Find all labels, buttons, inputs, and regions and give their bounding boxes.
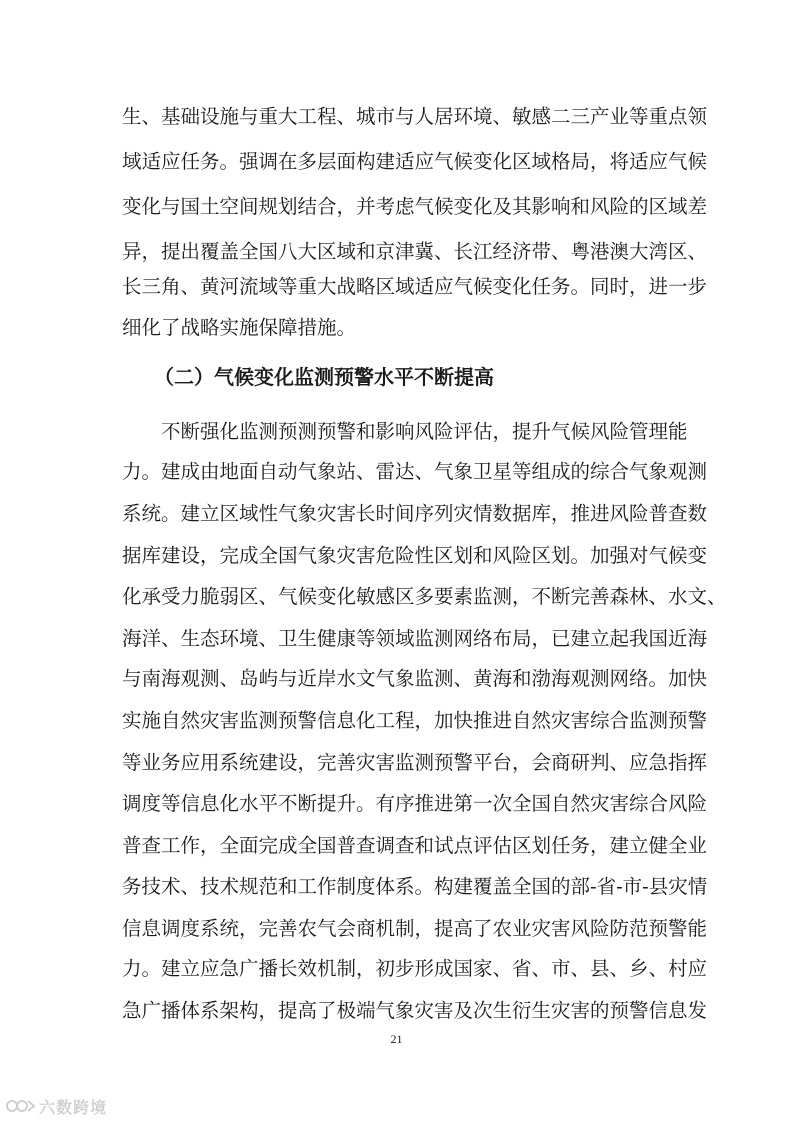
text-line: 细化了战略实施保障措施。 xyxy=(122,316,357,339)
text-line: 系统。建立区域性气象灾害长时间序列灾情数据库，推进风险普查数 xyxy=(122,502,708,525)
text-line: 域适应任务。强调在多层面构建适应气候变化区域格局，将适应气候 xyxy=(122,150,708,173)
text-line: 等业务应用系统建设，完善灾害监测预警平台，会商研判、应急指挥 xyxy=(122,751,708,774)
text-line: 实施自然灾害监测预警信息化工程，加快推进自然灾害综合监测预警 xyxy=(122,709,708,732)
text-line: 与南海观测、岛屿与近岸水文气象监测、黄海和渤海观测网络。加快 xyxy=(122,667,708,690)
text-line: 长三角、黄河流域等重大战略区域适应气候变化任务。同时，进一步 xyxy=(122,275,708,298)
text-line: 力。建立应急广播长效机制，初步形成国家、省、市、县、乡、村应 xyxy=(122,957,708,980)
text-line: 化承受力脆弱区、气候变化敏感区多要素监测，不断完善森林、水文、 xyxy=(122,585,727,608)
text-line: 不断强化监测预测预警和影响风险评估，提升气候风险管理能 xyxy=(161,420,688,443)
text-line: 调度等信息化水平不断提升。有序推进第一次全国自然灾害综合风险 xyxy=(122,792,708,815)
text-line: 普查工作，全面完成全国普查调查和试点评估区划任务，建立健全业 xyxy=(122,834,708,857)
text-line: 力。建成由地面自动气象站、雷达、气象卫星等组成的综合气象观测 xyxy=(122,460,708,483)
text-line: 务技术、技术规范和工作制度体系。构建覆盖全国的部-省-市-县灾情 xyxy=(122,875,708,898)
text-line: 变化与国土空间规划结合，并考虑气候变化及其影响和风险的区域差 xyxy=(122,195,708,218)
text-line: 据库建设，完成全国气象灾害危险性区划和风险区划。加强对气候变 xyxy=(122,544,708,567)
text-line: 异，提出覆盖全国八大区域和京津冀、长江经济带、粤港澳大湾区、 xyxy=(122,240,708,263)
text-line: 生、基础设施与重大工程、城市与人居环境、敏感二三产业等重点领 xyxy=(122,105,708,128)
watermark-logo-icon xyxy=(6,1097,36,1115)
page-number: 21 xyxy=(390,1032,403,1046)
text-line: 海洋、生态环境、卫生健康等领域监测网络布局，已建立起我国近海 xyxy=(122,627,708,650)
watermark-text: 六数跨境 xyxy=(39,1097,108,1117)
watermark xyxy=(6,1094,107,1118)
text-line: 急广播体系架构，提高了极端气象灾害及次生衍生灾害的预警信息发 xyxy=(122,999,708,1022)
text-line: 信息调度系统，完善农气会商机制，提高了农业灾害风险防范预警能 xyxy=(122,917,708,940)
section-heading: （二）气候变化监测预警水平不断提高 xyxy=(154,365,494,389)
